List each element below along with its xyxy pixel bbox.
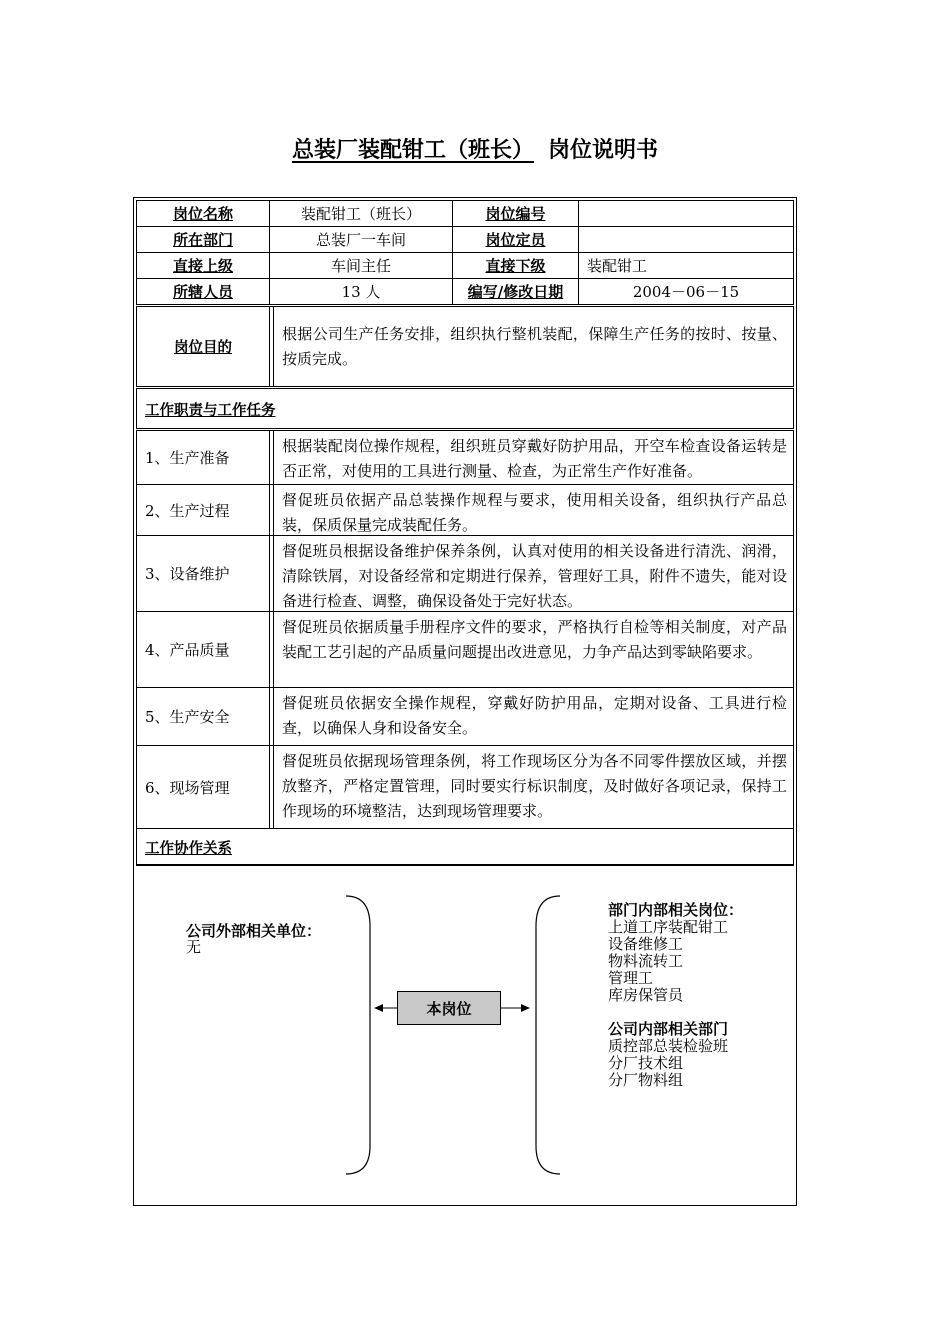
- duty-desc: 督促班员依据安全操作规程，穿戴好防护用品，定期对设备、工具进行检查，以确保人身和设备安全。: [273, 688, 793, 745]
- label-position-name: 岗位名称: [137, 201, 270, 227]
- external-units-title: 公司外部相关单位：: [186, 922, 322, 940]
- purpose-text: 根据公司生产任务安排，组织执行整机装配，保障生产任务的按时、按量、按质完成。: [273, 307, 793, 386]
- duty-desc: 督促班员依据现场管理条例，将工作现场区分为各不同零件摆放区域，并摆放整齐，严格定置管理，同时要实行标识制度，及时做好各项记录，保持工作现场的环境整洁，达到现场管理要求。: [273, 746, 793, 828]
- list-item: 库房保管员: [608, 986, 684, 1004]
- page-title: [0, 133, 950, 164]
- duty-desc: 督促班员根据设备维护保养条例，认真对使用的相关设备进行清洗、润滑，清除铁屑，对设备经常和定期进行保养，管理好工具，附件不遗失，能对设备进行检查、调整，确保设备处于完好状态。: [273, 536, 793, 611]
- dept-positions-title: 部门内部相关岗位：: [608, 901, 744, 919]
- duty-desc: 督促班员依据质量手册程序文件的要求，严格执行自检等相关制度，对产品装配工艺引起的产品质量问题提出改进意见，力争产品达到零缺陷要求。: [273, 612, 793, 687]
- value-edit-date: 2004－06－15: [579, 279, 794, 305]
- title-suffix: 岗位说明书: [548, 138, 659, 163]
- company-depts-title: 公司内部相关部门: [608, 1020, 729, 1038]
- internal-relations-list: [608, 902, 743, 1089]
- info-row: [137, 227, 794, 253]
- duty-name: 1、生产准备: [137, 431, 270, 484]
- label-subordinate: 直接下级: [453, 253, 579, 279]
- duty-name: 6、现场管理: [137, 746, 270, 828]
- duty-name: 3、设备维护: [137, 536, 270, 611]
- external-units-value: 无: [186, 938, 202, 956]
- left-bracket: [346, 896, 370, 1174]
- table-row: [137, 688, 793, 746]
- arrow-left-head: [374, 1004, 383, 1012]
- list-item: 分厂技术组: [608, 1054, 684, 1072]
- value-position-name: 装配钳工（班长）: [270, 201, 453, 227]
- table-row: [137, 431, 793, 485]
- duties-table: [136, 430, 794, 828]
- job-description-frame: [133, 197, 797, 1206]
- label-headcount: 岗位定员: [453, 227, 579, 253]
- purpose-label: 岗位目的: [137, 307, 270, 386]
- list-item: 上道工序装配钳工: [608, 918, 729, 936]
- info-row: [137, 253, 794, 279]
- table-row: [137, 746, 793, 829]
- label-staff-count: 所辖人员: [137, 279, 270, 305]
- cooperation-header-row: [136, 828, 794, 865]
- arrow-right-head: [521, 1004, 530, 1012]
- right-bracket: [536, 896, 560, 1174]
- table-row: [137, 536, 793, 612]
- label-superior: 直接上级: [137, 253, 270, 279]
- label-edit-date: 编写/修改日期: [453, 279, 579, 305]
- basic-info-table: [136, 200, 794, 305]
- table-row: [137, 485, 793, 536]
- duty-desc: 督促班员依据产品总装操作规程与要求，使用相关设备，组织执行产品总装，保质保量完成装配任务。: [273, 485, 793, 535]
- purpose-section: [136, 306, 794, 387]
- value-staff-count: 13 人: [270, 279, 453, 305]
- list-item: 物料流转工: [608, 952, 684, 970]
- title-underlined: 总装厂装配钳工（班长）: [291, 138, 534, 163]
- duties-header-row: [136, 388, 794, 429]
- info-row: [137, 201, 794, 227]
- list-item: 管理工: [608, 969, 654, 987]
- value-position-code: [579, 201, 794, 227]
- list-item: 分厂物料组: [608, 1071, 684, 1089]
- cooperation-header: 工作协作关系: [145, 841, 232, 857]
- value-superior: 车间主任: [270, 253, 453, 279]
- value-headcount: [579, 227, 794, 253]
- value-subordinate: 装配钳工: [579, 253, 794, 279]
- label-position-code: 岗位编号: [453, 201, 579, 227]
- table-row: [137, 612, 793, 688]
- info-row: [137, 279, 794, 305]
- duty-name: 4、产品质量: [137, 612, 270, 687]
- label-department: 所在部门: [137, 227, 270, 253]
- list-item: 质控部总装检验班: [608, 1037, 729, 1055]
- duties-header: 工作职责与工作任务: [145, 403, 276, 419]
- duty-desc: 根据装配岗位操作规程，组织班员穿戴好防护用品，开空车检查设备运转是否正常，对使用的工具进行测量、检查，为正常生产作好准备。: [273, 431, 793, 484]
- this-position-box: 本岗位: [397, 991, 501, 1025]
- cooperation-diagram: [136, 865, 794, 1203]
- duty-name: 2、生产过程: [137, 485, 270, 535]
- list-item: 设备维修工: [608, 935, 684, 953]
- duty-name: 5、生产安全: [137, 688, 270, 745]
- value-department: 总装厂一车间: [270, 227, 453, 253]
